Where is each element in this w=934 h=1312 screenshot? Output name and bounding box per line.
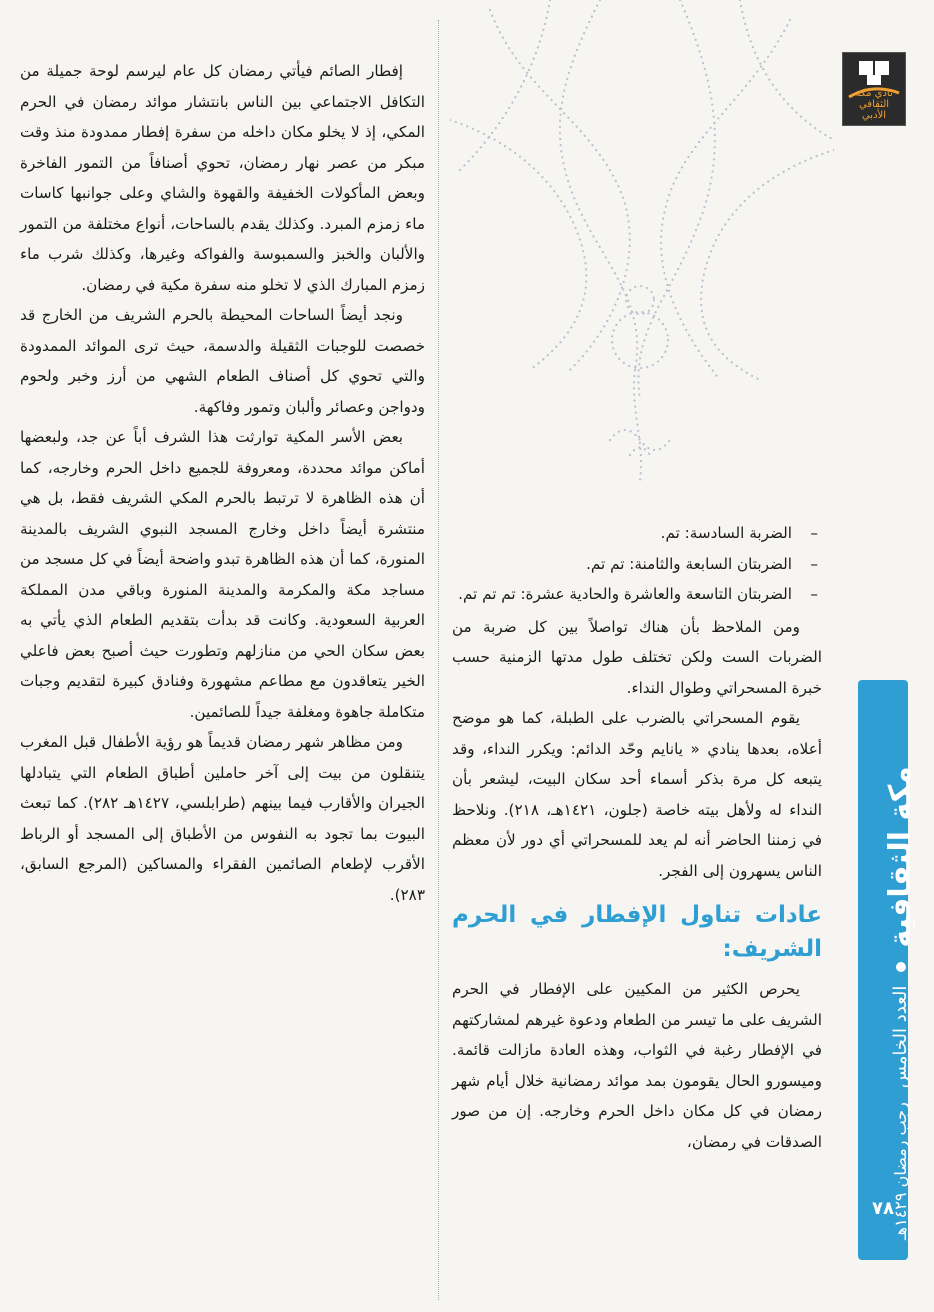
issue-date: رجب رمضان ١٤٢٩هـ — [891, 1102, 910, 1240]
paragraph: إفطار الصائم فيأتي رمضان كل عام ليرسم لوحة جميلة من التكافل الاجتماعي بين الناس بانتشار موائد رمضان في الحرم المكي، إذ لا يخلو مكان داخله من سفرة إفطار ممدودة منذ وقت مبكر من عصر نهار رمضان، تحوي أصنافاً من التمور الفاخرة وبعض المأكولات الخفيفة والقهوة والشاي وعلى جوانبها كاسات ماء زمزم المبرد. وكذلك يقدم بالساحات، أنواع مختلفة من التمور والألبان والخبز والسمبوسة والفواكه وغيرها، وكذلك شرب ماء زمزم المبارك الذي لا تخلو منه سفرة مكية في رمضان. — [20, 62, 425, 294]
magazine-title: مكة الثقافية — [883, 766, 918, 948]
paragraph: يقوم المسحراتي بالضرب على الطبلة، كما هو موضح أعلاه، بعدها ينادي « يانايم وحّد الدائم: ويكرر النداء، وقد يتبعه كل مرة بذكر أسماء أحد سكان البيت، ليشعر بأن النداء له ولأهل بيته خاصة (جلون، ١٤٢١هـ، ٢١٨). ونلاحظ في زمننا الحاضر أنه لم يعد للمسحراتي أي دور لأن معظم الناس يسهرون إلى الفجر. — [452, 709, 822, 880]
paragraph: ومن الملاحظ بأن هناك تواصلاً بين كل ضربة من الضربات الست ولكن تختلف طول مدتها الزمنية حسب خبرة المسحراتي وطوال النداء. — [452, 617, 822, 697]
list-item: – الضربتان التاسعة والعاشرة والحادية عشرة: تم تم تم. — [452, 579, 822, 610]
right-column — [452, 518, 822, 1157]
page-number: ٧٨ — [872, 1198, 894, 1219]
list-item: – الضربتان السابعة والثامنة: تم تم. — [452, 549, 822, 580]
paragraph: ومن مظاهر شهر رمضان قديماً هو رؤية الأطفال قبل المغرب يتنقلون من بيت إلى آخر حاملين أطباق الطعام التي يتبادلها الجيران والأقارب فيما بينهم (طرابلسي، ١٤٢٧هـ ٢٨٢). كما تبعث البيوت بما تجود به النفوس من الأطباق إلى المسجد أو الرباط الأقرب لإطعام الصائمين الفقراء والمساكين (المرجع السابق، ٢٨٣). — [20, 733, 425, 904]
club-logo — [842, 52, 906, 126]
issue-label: العدد الخامس — [890, 985, 911, 1089]
drum-beats-list — [452, 518, 822, 610]
side-strip-text — [883, 766, 918, 1240]
list-item: – الضربة السادسة: تم. — [452, 518, 822, 549]
column-divider — [438, 20, 439, 1300]
paragraph: يحرص الكثير من المكيين على الإفطار في الحرم الشريف على ما تيسر من الطعام ودعوة غيرهم لمشاركتهم في الإفطار رغبة في الثواب، وهذه العادة مازالت قائمة. وميسورو الحال يقومون بمد موائد رمضانية خلال أيام شهر رمضان في كل مكان داخل الحرم وخارجه. إن من صور الصدقات في رمضان، — [452, 980, 822, 1151]
left-column — [20, 56, 425, 910]
separator-dot-icon — [896, 962, 906, 972]
section-heading: عادات تناول الإفطار في الحرم الشريف: — [452, 902, 822, 962]
paragraph: بعض الأسر المكية توارثت هذا الشرف أباً عن جد، ولبعضها أماكن موائد محددة، ومعروفة للجميع داخل الحرم وخارجه، كما أن هذه الظاهرة لا ترتبط بالحرم المكي الشريف فقط، بل هي منتشرة أيضاً داخل وخارج المسجد النبوي الشريف بالمدينة المنورة، كما أن هذه الظاهرة تبدو واضحة أيضاً في كل مسجد من مساجد مكة والمكرمة والمدينة المنورة وباقي مدن المملكة العربية السعودية. وكانت قد بدأت بتقديم الطعام الذي يأتي به بعض سكان الحي من منازلهم وتطورت حيث أصبح بعض فاعلي الخير يتعاقدون مع مطاعم مشهورة وفنادق كبيرة لتقديم وجبات متكاملة جاهوة ومغلفة جيداً للصائمين. — [20, 428, 425, 721]
decorative-ornament — [450, 0, 834, 500]
logo-text: نادي مكة الثقافي الأدبي — [855, 88, 893, 121]
paragraph: ونجد أيضاً الساحات المحيطة بالحرم الشريف من الخارج قد خصصت للوجبات الثقيلة والدسمة، حيث ترى الموائد الممدودة والتي تحوي كل أصناف الطعام الشهي من أرز وخبر ولحوم ودواجن وعصائر وألبان وتمور وفاكهة. — [20, 306, 425, 416]
